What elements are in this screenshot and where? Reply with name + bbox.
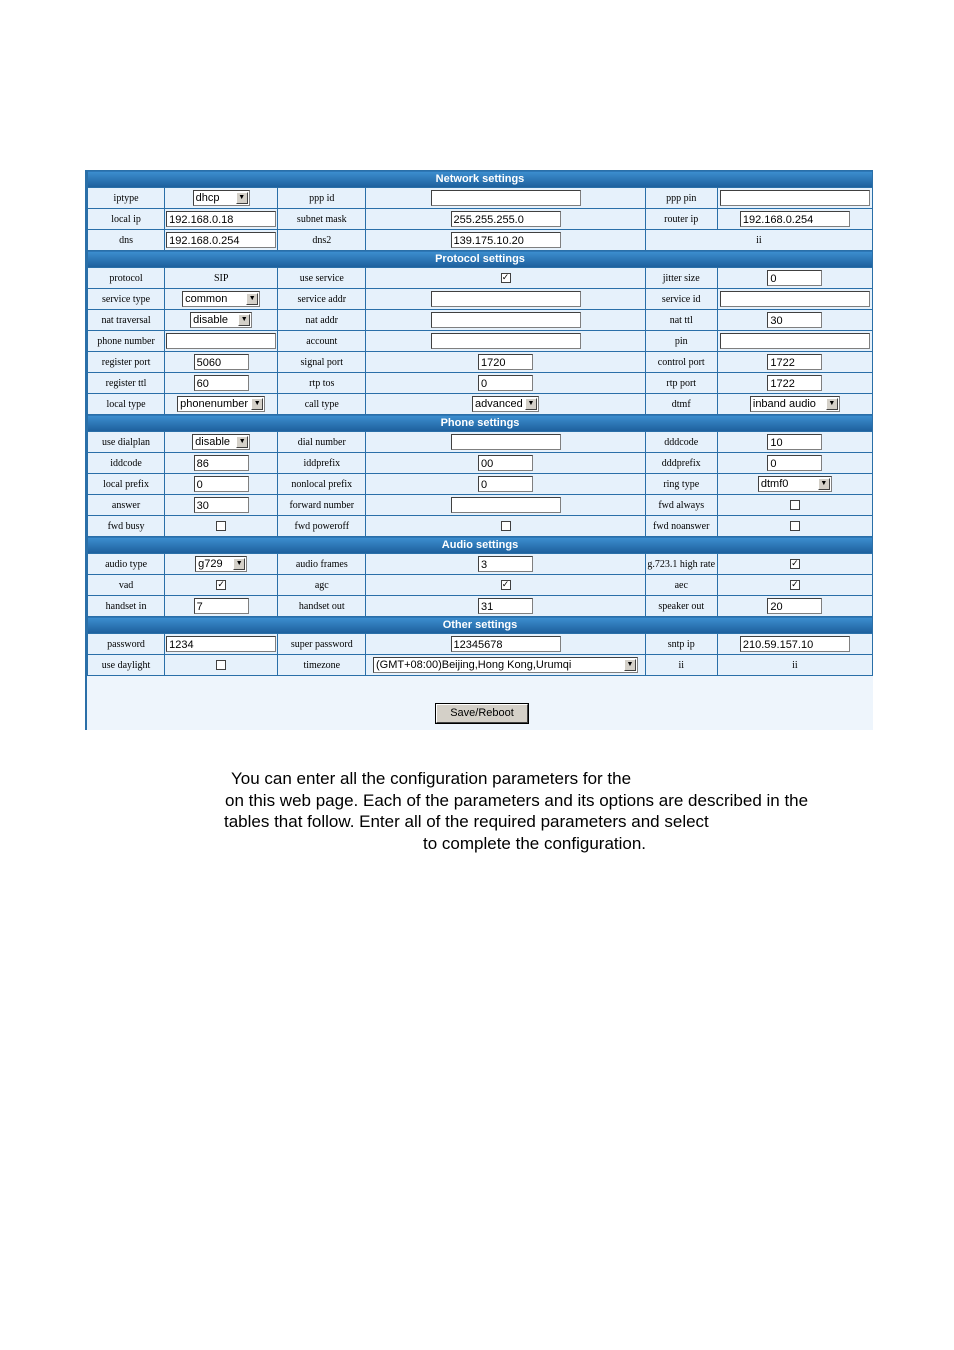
speakerout-input[interactable]: 20 [767,598,822,614]
body-text-line-3: tables that follow. Enter all of the required parameters and select [224,812,709,831]
ringtype-value: dtmf0 [760,478,789,490]
localip-label: local ip [88,209,165,230]
calltype-select[interactable] [472,396,539,412]
dns2-label: dns2 [278,230,366,251]
agc-checkbox[interactable]: ✓ [501,580,510,591]
dialplan-label: use dialplan [88,432,165,453]
useservice-checkbox[interactable]: ✓ [501,273,510,284]
nataddr-input[interactable] [431,312,581,328]
section-audio-header: Audio settings [88,537,873,554]
dns-label: dns [88,230,165,251]
agc-label: agc [278,575,366,596]
localip-input[interactable]: 192.168.0.18 [166,211,276,227]
answer-label: answer [88,495,165,516]
fwdpoweroff-label: fwd poweroff [278,516,366,537]
vad-checkbox[interactable]: ✓ [217,580,225,591]
timezone-select[interactable] [373,657,638,673]
daylight-label: use daylight [88,655,165,676]
pin-label: pin [645,331,717,352]
chevron-down-icon: ▼ [246,293,258,305]
nat-select[interactable] [190,312,252,328]
password-label: password [88,634,165,655]
dtmf-label: dtmf [645,394,717,415]
section-other-header: Other settings [88,617,873,634]
dddprefix-label: dddprefix [645,453,717,474]
fwdnum-input[interactable] [451,497,561,513]
answer-input[interactable]: 30 [194,497,249,513]
section-network-header: Network settings [88,171,873,188]
router-label: router ip [645,209,717,230]
ppppin-input[interactable] [720,190,870,206]
dns-input[interactable]: 192.168.0.254 [166,232,276,248]
chevron-down-icon: ▼ [233,558,245,570]
other-filler-1: ii [645,655,717,676]
timezone-value: (GMT+08:00)Beijing,Hong Kong,Urumqi [376,659,572,671]
speakerout-label: speaker out [645,596,717,617]
dddcode-input[interactable]: 10 [767,434,822,450]
dialnum-input[interactable] [451,434,561,450]
nataddr-label: nat addr [278,310,366,331]
calltype-value: advanced [475,398,523,410]
superpw-input[interactable]: 12345678 [451,636,561,652]
iptype-value: dhcp [195,192,220,204]
natttl-label: nat ttl [645,310,717,331]
sigport-input[interactable]: 1720 [478,354,533,370]
chevron-down-icon: ▼ [818,478,830,490]
chevron-down-icon: ▼ [525,398,537,410]
chevron-down-icon: ▼ [236,436,248,448]
fwdbusy-checkbox[interactable] [216,521,226,531]
protocol-value: SIP [165,268,278,289]
chevron-down-icon: ▼ [826,398,838,410]
fwdnoanswer-label: fwd noanswer [645,516,717,537]
chevron-down-icon: ▼ [238,314,250,326]
handsetout-input[interactable]: 31 [478,598,533,614]
regport-label: register port [88,352,165,373]
dialplan-value: disable [195,436,231,448]
fwdbusy-label: fwd busy [88,516,165,537]
servicetype-label: service type [88,289,165,310]
audiotype-select[interactable] [195,556,247,572]
daylight-checkbox[interactable] [216,660,226,670]
frames-input[interactable]: 3 [478,556,533,572]
vad-label: vad [88,575,165,596]
nonlocal-input[interactable]: 0 [478,476,533,492]
dddprefix-input[interactable]: 0 [767,455,822,471]
rtptos-input[interactable]: 0 [478,375,533,391]
servicetype-select[interactable] [182,291,260,307]
g7231-checkbox[interactable]: ✓ [791,559,799,570]
serviceaddr-input[interactable] [431,291,581,307]
rtptos-label: rtp tos [278,373,366,394]
network-filler: ii [645,230,872,251]
dddcode-label: dddcode [645,432,717,453]
localprefix-input[interactable]: 0 [194,476,249,492]
account-input[interactable] [431,333,581,349]
dns2-input[interactable]: 139.175.10.20 [451,232,561,248]
subnet-input[interactable]: 255.255.255.0 [451,211,561,227]
rtpport-input[interactable]: 1722 [767,375,822,391]
localtype-label: local type [88,394,165,415]
handsetout-label: handset out [278,596,366,617]
iptype-label: iptype [88,188,165,209]
iddcode-label: iddcode [88,453,165,474]
other-filler-2: ii [717,655,872,676]
regport-input[interactable]: 5060 [194,354,249,370]
iddprefix-label: iddprefix [278,453,366,474]
pin-input[interactable] [720,333,870,349]
pppid-input[interactable] [431,190,581,206]
g7231-label: g.723.1 high rate [645,554,717,575]
iptype-select[interactable] [193,190,250,206]
phonenum-input[interactable] [166,333,276,349]
dtmf-value: inband audio [752,398,816,410]
phonenum-label: phone number [88,331,165,352]
config-table [87,170,873,676]
useservice-label: use service [278,268,366,289]
config-panel [85,170,873,730]
dialplan-select[interactable] [192,434,250,450]
serviceid-label: service id [645,289,717,310]
dialnum-label: dial number [278,432,366,453]
save-reboot-button[interactable]: Save/Reboot [436,704,528,723]
fwdnoanswer-checkbox[interactable] [790,521,800,531]
dtmf-select[interactable] [750,396,840,412]
audiotype-value: g729 [198,558,223,570]
section-protocol-header: Protocol settings [88,251,873,268]
localtype-value: phonenumber [180,398,249,410]
calltype-label: call type [278,394,366,415]
natttl-input[interactable]: 30 [767,312,822,328]
rtpport-label: rtp port [645,373,717,394]
ppppin-label: ppp pin [645,188,717,209]
handsetin-label: handset in [88,596,165,617]
aec-checkbox[interactable]: ✓ [791,580,799,591]
pppid-label: ppp id [278,188,366,209]
body-text-line-1: You can enter all the configuration parameters for the [231,769,632,788]
protocol-label: protocol [88,268,165,289]
audiotype-label: audio type [88,554,165,575]
nat-value: disable [193,314,229,326]
timezone-label: timezone [278,655,366,676]
ctrlport-label: control port [645,352,717,373]
fwdalways-label: fwd always [645,495,717,516]
iddcode-input[interactable]: 86 [194,455,249,471]
body-text-line-2: on this web page. Each of the parameters and its options are described in the [225,791,809,810]
nonlocal-label: nonlocal prefix [278,474,366,495]
chevron-down-icon: ▼ [624,659,636,671]
iddprefix-input[interactable]: 00 [478,455,533,471]
ringtype-label: ring type [645,474,717,495]
serviceaddr-label: service addr [278,289,366,310]
fwdpoweroff-checkbox[interactable] [501,521,511,531]
handsetin-input[interactable]: 7 [194,598,249,614]
router-input[interactable]: 192.168.0.254 [740,211,850,227]
superpw-label: super password [278,634,366,655]
localtype-select[interactable] [177,396,265,412]
account-label: account [278,331,366,352]
section-phone-header: Phone settings [88,415,873,432]
body-text-line-4: to complete the configuration. [423,834,647,853]
chevron-down-icon: ▼ [251,398,263,410]
sntp-input[interactable]: 210.59.157.10 [740,636,850,652]
localprefix-label: local prefix [88,474,165,495]
regttl-label: register ttl [88,373,165,394]
jitter-label: jitter size [645,268,717,289]
sigport-label: signal port [278,352,366,373]
fwdalways-checkbox[interactable] [790,500,800,510]
ctrlport-input[interactable]: 1722 [767,354,822,370]
password-input[interactable]: 1234 [166,636,276,652]
servicetype-value: common [185,293,228,305]
regttl-input[interactable]: 60 [194,375,249,391]
serviceid-input[interactable] [720,291,870,307]
sntp-label: sntp ip [645,634,717,655]
fwdnum-label: forward number [278,495,366,516]
jitter-input[interactable]: 0 [767,270,822,286]
nat-label: nat traversal [88,310,165,331]
aec-label: aec [645,575,717,596]
ringtype-select[interactable] [758,476,832,492]
frames-label: audio frames [278,554,366,575]
chevron-down-icon: ▼ [236,192,248,204]
subnet-label: subnet mask [278,209,366,230]
